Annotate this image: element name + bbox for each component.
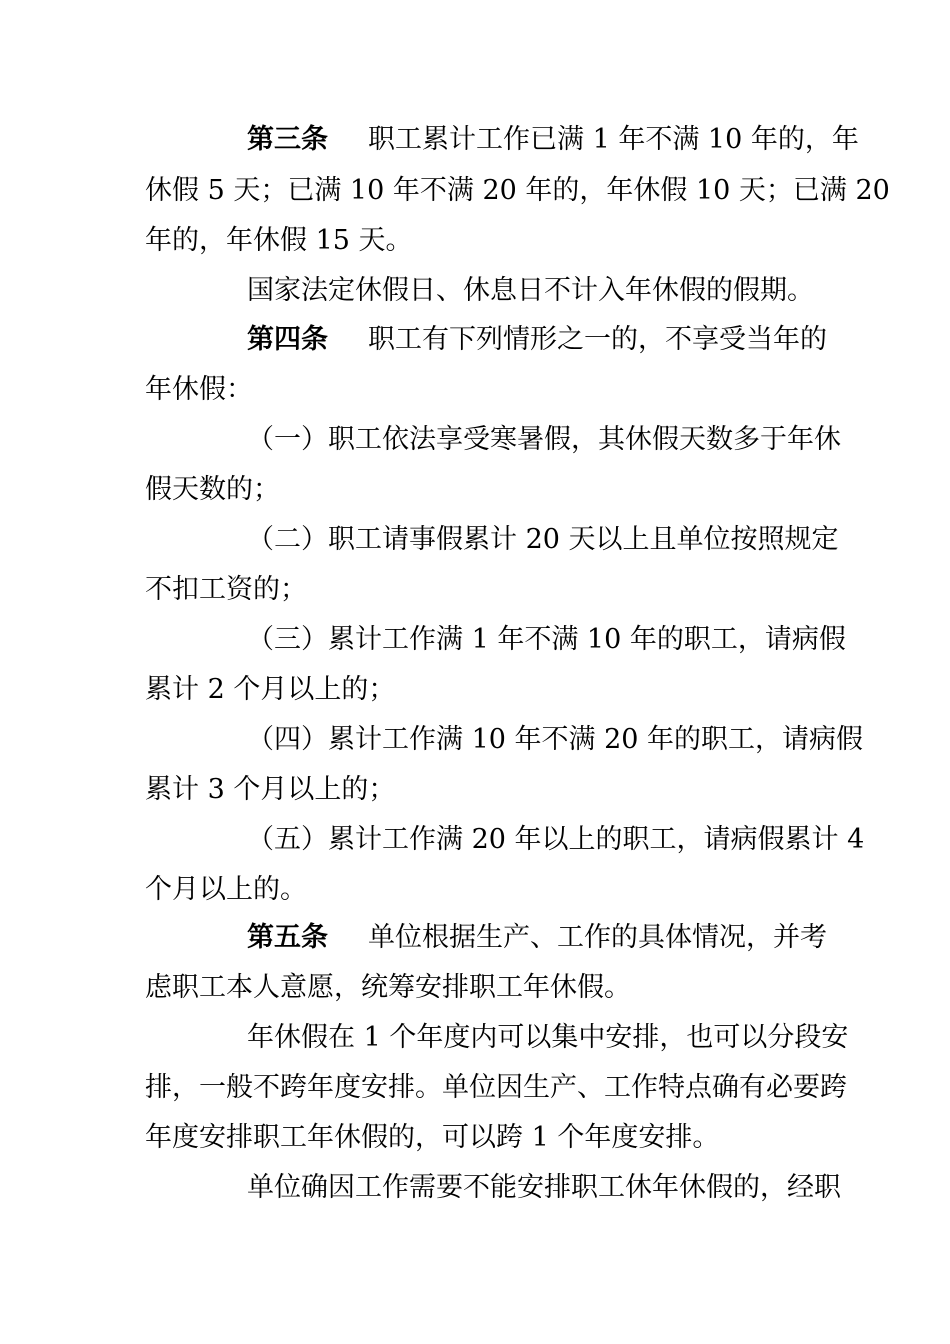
- item-2-line-2: 不扣工资的；: [145, 574, 307, 605]
- article-3-line-3: 年的，年休假 15 天。: [145, 225, 413, 256]
- article-3-line-2: 休假 5 天；已满 10 年不满 20 年的，年休假 10 天；已满 20: [145, 175, 890, 206]
- article-3-text: 职工累计工作已满 1 年不满 10 年的，年: [368, 124, 859, 155]
- article-4-heading: 第四条: [247, 324, 328, 355]
- article-5-line-2: 虑职工本人意愿，统筹安排职工年休假。: [145, 972, 631, 1003]
- item-4-line-2: 累计 3 个月以上的；: [145, 774, 396, 805]
- item-1-line-1: （一）职工依法享受寒暑假，其休假天数多于年休: [247, 424, 841, 455]
- article-3-paragraph-2: 国家法定休假日、休息日不计入年休假的假期。: [247, 275, 814, 306]
- item-5-line-1: （五）累计工作满 20 年以上的职工，请病假累计 4: [247, 824, 865, 855]
- article-5-heading: 第五条: [247, 922, 328, 953]
- article-5-paragraph-2-line-1: 年休假在 1 个年度内可以集中安排，也可以分段安: [247, 1022, 849, 1053]
- item-5-line-2: 个月以上的。: [145, 874, 307, 905]
- article-4-text: 职工有下列情形之一的，不享受当年的: [368, 324, 827, 355]
- article-5-paragraph-2-line-3: 年度安排职工年休假的，可以跨 1 个年度安排。: [145, 1122, 720, 1153]
- article-3-heading: 第三条: [247, 124, 328, 155]
- article-5-paragraph-2-line-2: 排，一般不跨年度安排。单位因生产、工作特点确有必要跨: [145, 1072, 847, 1103]
- article-5-text: 单位根据生产、工作的具体情况，并考: [368, 922, 827, 953]
- article-5-paragraph-3-line-1: 单位确因工作需要不能安排职工休年休假的，经职: [247, 1172, 841, 1203]
- article-3-first-line: [247, 122, 859, 158]
- item-3-line-2: 累计 2 个月以上的；: [145, 674, 396, 705]
- item-3-line-1: （三）累计工作满 1 年不满 10 年的职工，请病假: [247, 624, 846, 655]
- article-4-line-2: 年休假：: [145, 374, 253, 405]
- article-5-first-line: [247, 920, 827, 956]
- item-2-line-1: （二）职工请事假累计 20 天以上且单位按照规定: [247, 524, 839, 555]
- item-1-line-2: 假天数的；: [145, 474, 280, 505]
- article-4-first-line: [247, 322, 827, 358]
- item-4-line-1: （四）累计工作满 10 年不满 20 年的职工，请病假: [247, 724, 864, 755]
